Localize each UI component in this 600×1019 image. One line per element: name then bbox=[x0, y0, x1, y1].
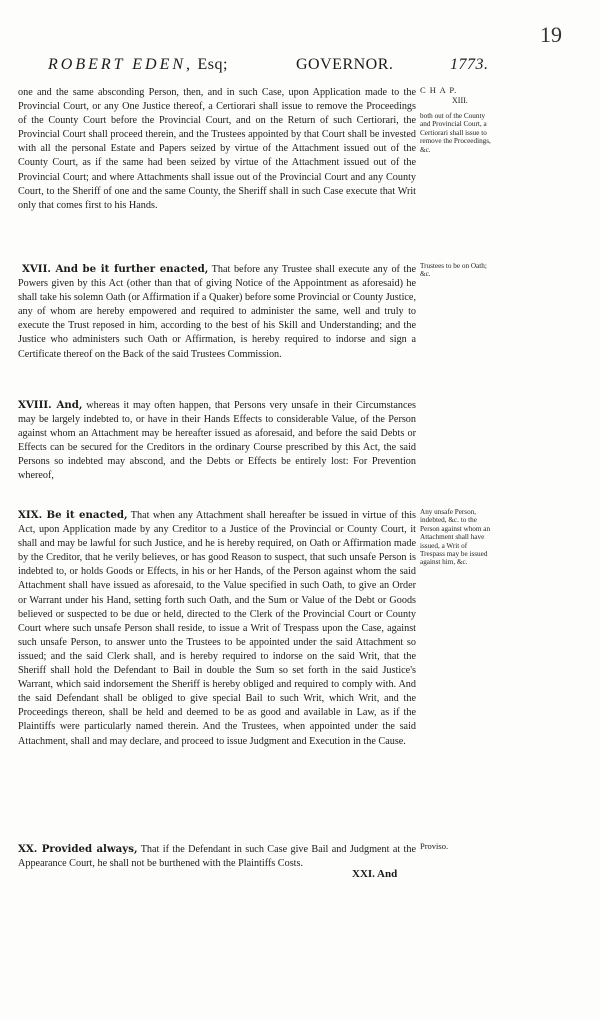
section-xx-lead: XX. Provided always, bbox=[18, 843, 138, 855]
section-xix bbox=[18, 508, 416, 749]
paragraph-continuation: one and the same absconding Person, then, and in such Case, upon Application made to the Provincial Court, or any One Justice thereof, a Certiorari shall issue to remove the Proceedings of the County Court before the Provincial Court, and on the Return of such Certiorari, the Provincial Court shall proceed therein, and the Trustees appointed by that Court shall be invested with all the personal Estate and Papers seized by virtue of the Attachment issued out of the County Court, as if the same had been seized by virtue of the Attachment issued out of the Provincial Court; and where Attachments shall issue out of the Provincial Court and any County Court, to the Sheriff of one and the same County, the Sheriff shall in such Case execute that Writ only that comes first to his Hands. bbox=[18, 87, 416, 211]
catchword: XXI. And bbox=[352, 868, 398, 880]
header-governor: GOVERNOR. bbox=[296, 56, 394, 73]
section-xix-text: That when any Attachment shall hereafter be issued in virtue of this Act, upon Application made by any Creditor to a Justice of the Provincial or County Court, it shall and may be lawful for such Justice, and he is hereby required, on Oath or Affirmation made by the Creditor, that he verily believes, or has good Reason to suspect, that such unsafe Person is indebted to, or holds Goods or Effects, in his or her Hands, of the Person against whom the said Attachment shall have issued as aforesaid, to the Value specified in such Oath, to give an Order or Warrant under his Hand, setting forth such Oath, and the Sum or Value of the Debt or Goods believed or suspected to be due or held, directed to the Clerk of the Provincial Court or County Court where such unsafe Person shall reside, to issue a Writ of Trespass upon the Case, against such unsafe Person, to answer unto the Trustees to be appointed under the said Attachment so issued; and the said Clerk shall, and is hereby required to indorse on the said Writ, that the Sheriff shall hold the Defendant to Bail in double the Sum so set forth in the said Justice's Warrant, which said indorsement the Sheriff is hereby obliged and required to comply with. And the said Defendant shall be obliged to give special Bail to such Writ, which Writ, and the Proceedings thereon, shall be held and deemed to be as good and available in Law, as if the Plaintiffs were particularly named therein. And the Trustees, when appointed under the said Attachment, shall and may declare, and proceed to issue Judgment and Execution in the Cause. bbox=[18, 510, 416, 747]
folio-number: 19 bbox=[540, 22, 562, 47]
margin-note-unsafe-person: Any unsafe Person, indebted, &c. to the Person against whom an Attachment shall have issued, a Writ of Trespass may be issued against him, &c. bbox=[420, 508, 491, 567]
margin-note-trustees: Trustees to be on Oath; &c. bbox=[420, 262, 487, 279]
margin-note-certiorari: both out of the County and Provincial Court, a Certiorari shall issue to remove the Proceedings, &c. bbox=[420, 112, 491, 154]
section-xvii-lead: XVII. And be it further enacted, bbox=[22, 263, 209, 275]
header-year: 1773. bbox=[450, 56, 489, 73]
margin-chapter-number: XIII. bbox=[452, 96, 468, 105]
header-esq: Esq; bbox=[197, 56, 228, 73]
section-xix-lead: XIX. Be it enacted, bbox=[18, 509, 128, 521]
margin-chapter: C H A P. bbox=[420, 85, 458, 95]
section-xviii-lead: XVIII. And, bbox=[18, 399, 83, 411]
margin-note-proviso: Proviso. bbox=[420, 841, 449, 851]
section-xx bbox=[18, 842, 416, 871]
section-xviii bbox=[18, 398, 416, 484]
section-xvii bbox=[18, 262, 416, 362]
header-name: ROBERT EDEN, bbox=[48, 56, 194, 73]
section-xx-text: That if the Defendant in such Case give Bail and Judgment at the Appearance Court, he shall not be burthened with the Plaintiffs Costs. bbox=[18, 844, 416, 870]
section-xviii-text: whereas it may often happen, that Persons very unsafe in their Circumstances may be largely indebted to, or have in their Hands Effects to considerable Value, of the Person against whom an Attachment may be hereafter issued as aforesaid, and before the said Debts or Effects can be secured for the Creditors in the ordinary Course prescribed by this Act, the said Persons so indebted may abscond, and the Debts or Effects be entirely lost: For Prevention whereof, bbox=[18, 400, 416, 482]
running-header bbox=[48, 56, 518, 74]
section-xvii-text: That before any Trustee shall execute any of the Powers given by this Act (other than that of giving Notice of the Appointment as aforesaid) he shall take his solemn Oath (or Affirmation if a Quaker) before some Provincial or County Justice, any of whom are hereby empowered and required to administer the same, well and truly to execute the Trust reposed in him, according to the best of his Skill and Understanding; and the Justice who administers such Oath or Affirmation, is hereby required to indorse and sign a Certificate thereof on the Back of the said Trustees Commission. bbox=[18, 264, 416, 360]
